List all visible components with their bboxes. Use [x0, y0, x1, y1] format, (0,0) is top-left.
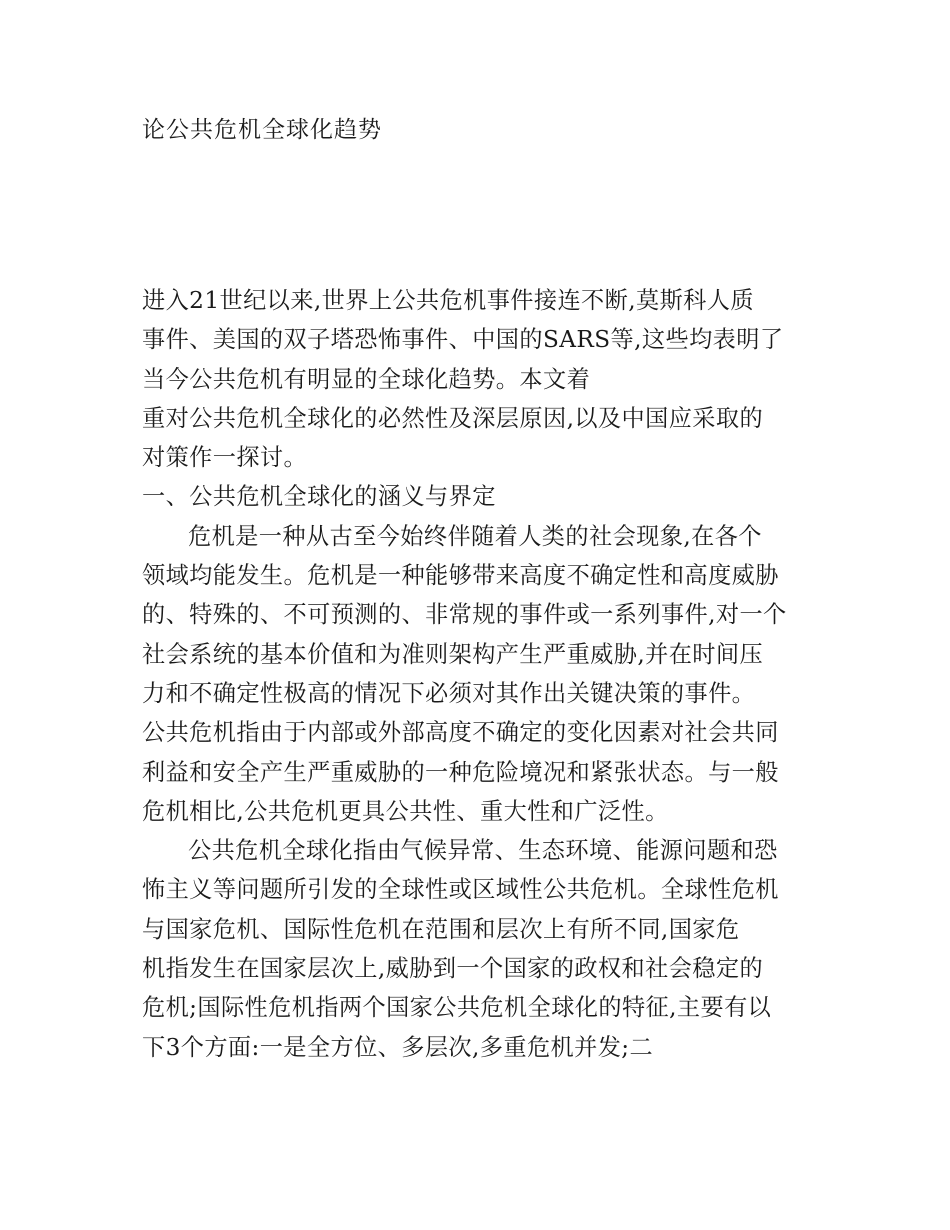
body-line-4: 重对公共危机全球化的必然性及深层原因,以及中国应采取的: [142, 404, 764, 432]
body-line-12: 公共危机指由于内部或外部高度不确定的变化因素对社会共同: [142, 719, 779, 747]
body-line-18: 机指发生在国家层次上,威胁到一个国家的政权和社会稳定的: [142, 955, 764, 983]
body-line-20: 下3个方面:一是全方位、多层次,多重危机并发;二: [142, 1033, 654, 1061]
body-line-10: 社会系统的基本价值和为准则架构产生严重威胁,并在时间压: [142, 640, 764, 668]
body-line-17: 与国家危机、国际性危机在范围和层次上有所不同,国家危: [142, 915, 740, 943]
body-line-3: 当今公共危机有明显的全球化趋势。本文着: [142, 365, 591, 393]
body-line-14: 危机相比,公共危机更具公共性、重大性和广泛性。: [142, 797, 669, 825]
document-title: 论公共危机全球化趋势: [142, 117, 382, 143]
body-line-7: 危机是一种从古至今始终伴随着人类的社会现象,在各个: [188, 522, 762, 550]
body-line-9: 的、特殊的、不可预测的、非常规的事件或一系列事件,对一个: [142, 601, 787, 629]
body-line-8: 领域均能发生。危机是一种能够带来高度不确定性和高度威胁: [142, 562, 779, 590]
body-line-16: 怖主义等问题所引发的全球性或区域性公共危机。全球性危机: [142, 876, 779, 904]
body-line-11: 力和不确定性极高的情况下必须对其作出关键决策的事件。: [142, 679, 756, 707]
section-heading: 一、公共危机全球化的涵义与界定: [142, 483, 496, 511]
body-line-13: 利益和安全产生严重威胁的一种危险境况和紧张状态。与一般: [142, 758, 779, 786]
body-line-5: 对策作一探讨。: [142, 444, 308, 472]
body-line-1: 进入21世纪以来,世界上公共危机事件接连不断,莫斯科人质: [142, 287, 754, 314]
document-body: [142, 281, 810, 1067]
body-line-15: 公共危机全球化指由气候异常、生态环境、能源问题和恐: [188, 837, 778, 865]
body-line-19: 危机;国际性危机指两个国家公共危机全球化的特征,主要有以: [142, 994, 772, 1022]
body-line-2: 事件、美国的双子塔恐怖事件、中国的SARS等,这些均表明了: [142, 326, 784, 354]
